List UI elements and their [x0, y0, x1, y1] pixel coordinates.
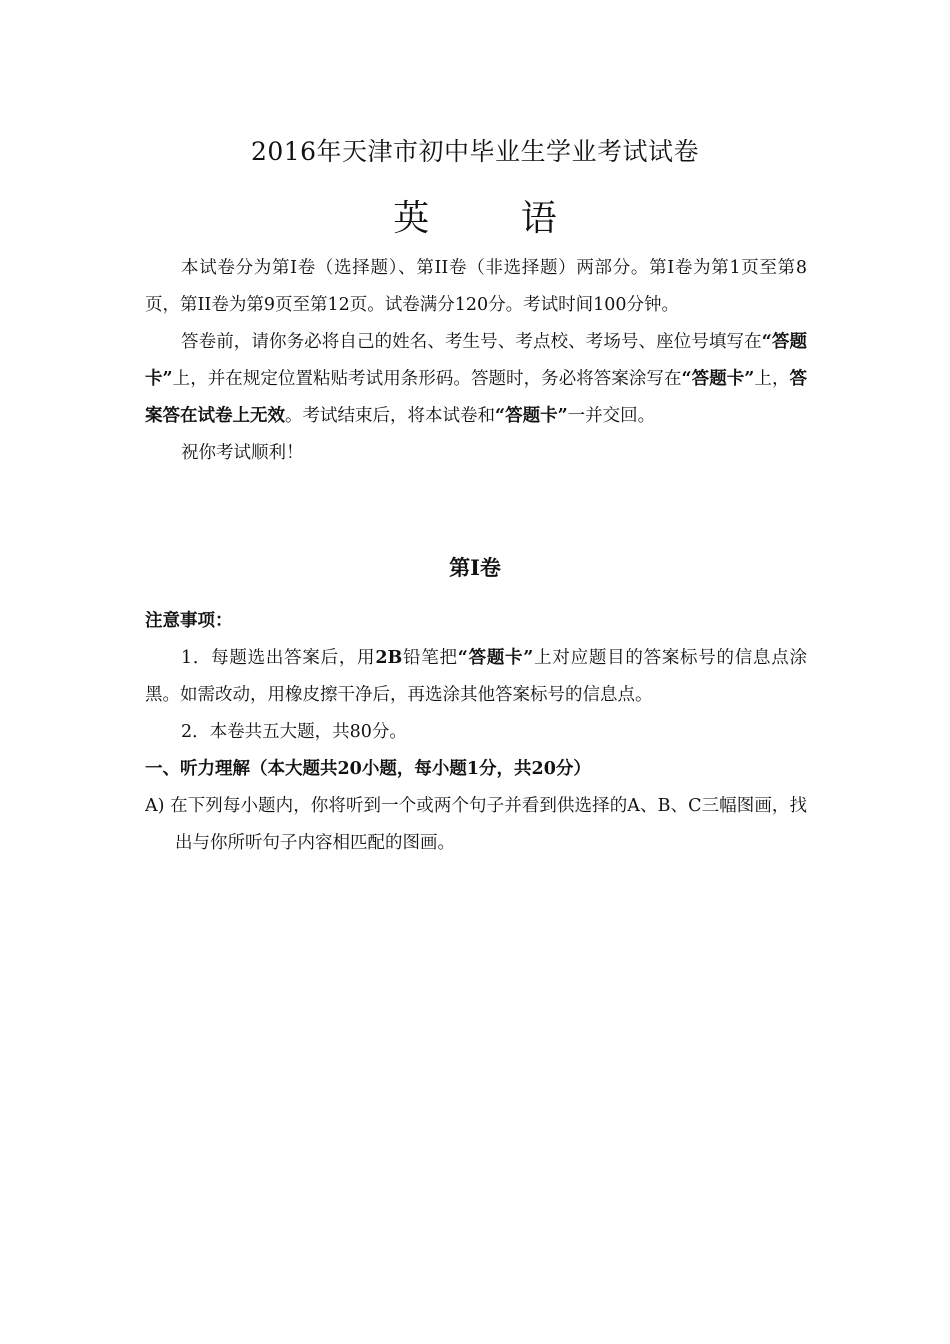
instruction-paragraph-1: 本试卷分为第I卷（选择题）、第II卷（非选择题）两部分。第I卷为第1页至第8页，第II卷为第9页至第12页。试卷满分120分。考试时间100分钟。	[145, 258, 807, 315]
answer-card-term: “答题卡”	[145, 332, 807, 389]
instruction-text: 答卷前，请你务必将自己的姓名、考生号、考点校、考场号、座位号填写在	[181, 332, 762, 352]
invalid-answer-warning: 答案答在试卷上无效	[145, 369, 807, 426]
note-text: 上对应题目的答案标号的信息点涂黑。如需改动，用橡皮擦干净后，再选涂其他答案标号的信息点。	[145, 648, 808, 705]
instruction-text: 一并交回。	[567, 406, 656, 426]
answer-card-term: “答题卡”	[681, 369, 755, 389]
instruction-text: 上，	[754, 369, 790, 389]
instruction-text: 上，并在规定位置粘贴考试用条形码。答题时，务必将答案涂写在	[172, 369, 682, 389]
answer-card-term: “答题卡”	[457, 648, 534, 668]
instruction-text: 。考试结束后，将本试卷和	[285, 406, 495, 426]
good-luck-text: 祝你考试顺利！	[181, 443, 304, 463]
exam-title: 2016年天津市初中毕业生学业考试试卷	[250, 137, 700, 166]
pencil-type: 2B	[375, 648, 403, 668]
section-heading: 一、听力理解（本大题共20小题，每小题1分，共20分）	[145, 759, 591, 779]
answer-card-term: “答题卡”	[495, 406, 568, 426]
volume-title: 第I卷	[449, 555, 501, 580]
volume-notes	[145, 603, 807, 862]
section-part-a: A) 在下列每小题内，你将听到一个或两个句子并看到供选择的A、B、C三幅图画，找出与你所听句子内容相匹配的图画。	[145, 796, 807, 853]
note-text: 1．每题选出答案后，用	[181, 648, 376, 668]
instruction-paragraph-2	[145, 324, 807, 435]
note-text: 铅笔把	[402, 648, 458, 668]
note-item-2: 2．本卷共五大题，共80分。	[181, 722, 407, 742]
notes-heading: 注意事项：	[145, 611, 233, 631]
note-item-1	[145, 640, 807, 714]
exam-instructions	[145, 250, 807, 472]
subject-title: 英 语	[393, 198, 597, 239]
